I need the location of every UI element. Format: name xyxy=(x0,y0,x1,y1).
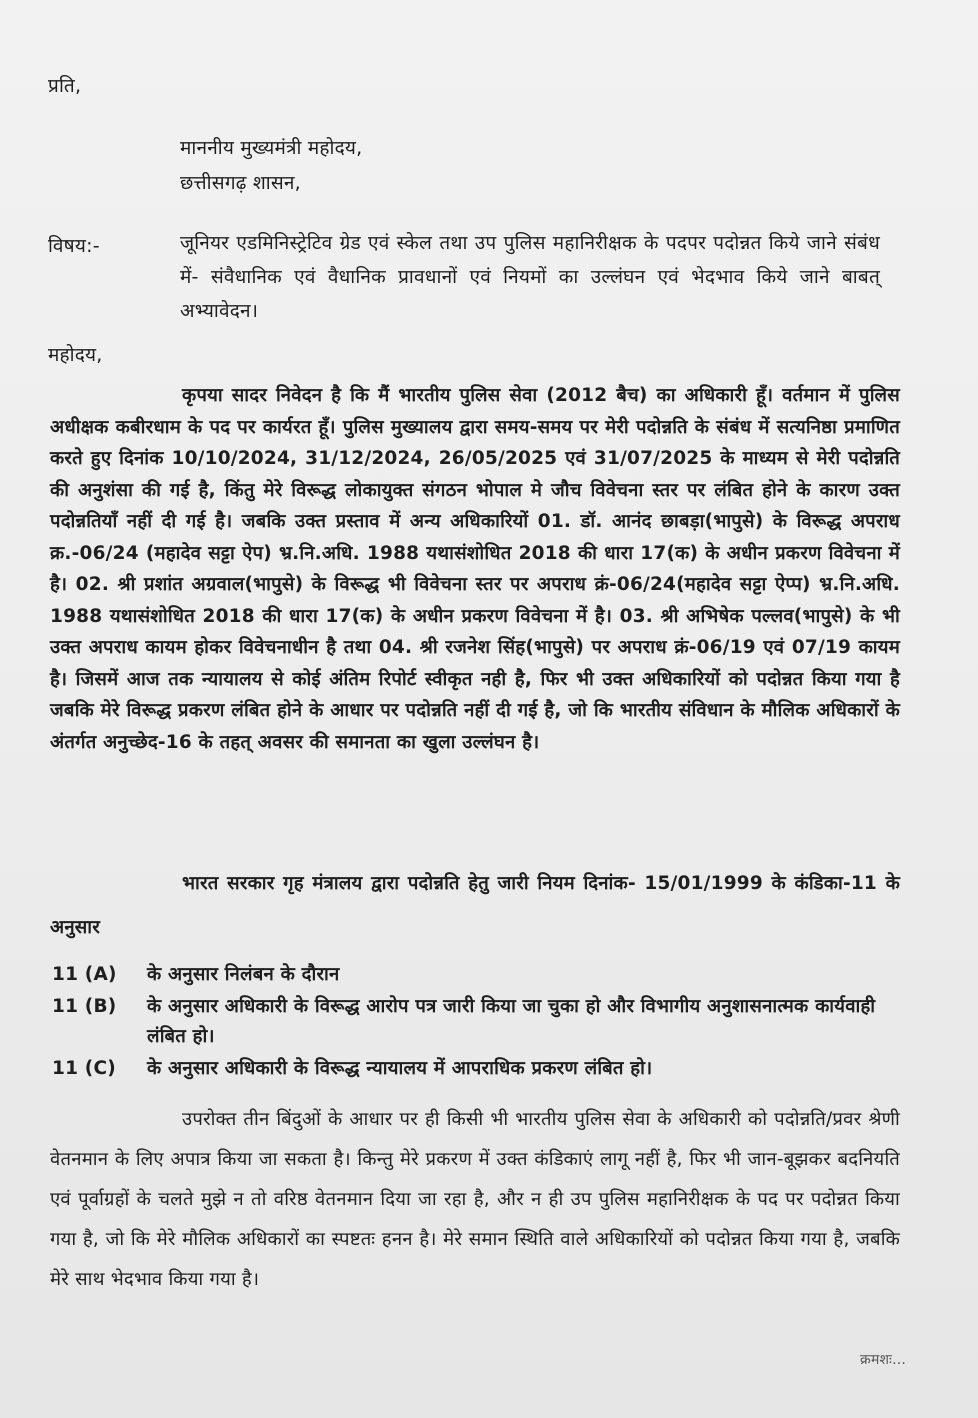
rule-code: 11 (A) xyxy=(52,964,117,985)
continued-marker: क्रमशः... xyxy=(860,1352,907,1368)
rule-code: 11 (C) xyxy=(52,1058,116,1079)
rules-list xyxy=(52,960,912,1086)
body-paragraph-2: भारत सरकार गृह मंत्रालय द्वारा पदोन्नति हेतु जारी नियम दिनांक- 15/01/1999 के कंडिका-11 के अनुसार xyxy=(50,873,900,938)
body-paragraph-1: कृपया सादर निवेदन है कि मैं भारतीय पुलिस सेवा (2012 बैच) का अधिकारी हूँ। वर्तमान में पुलिस अधीक्षक कबीरधाम के पद पर कार्यरत हूँ। पुलिस मुख्यालय द्वारा समय-समय पर मेरी पदोन्नति के संबंध में सत्यनिष्ठा प्रमाणित करते हुए दिनांक 10/10/2024, 31/12/2024, 26/05/2025 एवं 31/07/2025 के माध्यम से मेरी पदोन्नति की अनुशंसा की गई है, किंतु मेरे विरूद्ध लोकायुक्त संगठन भोपाल मे जौच विवेचना स्तर पर लंबित होने के कारण उक्त पदोन्नतियाँ नहीं दी गई है। जबकि उक्त प्रस्ताव में अन्य अधिकारियों 01. डॉ. आनंद छाबड़ा(भापुसे) के विरूद्ध अपराध क्र.-06/24 (महादेव सट्टा ऐप) भ्र.नि.अधि. 1988 यथासंशोधित 2018 की धारा 17(क) के अधीन प्रकरण विवेचना में है। 02. श्री प्रशांत अग्रवाल(भापुसे) के विरूद्ध भी विवेचना स्तर पर अपराध क्रं-06/24(महादेव सट्टा ऐप्प) भ्र.नि.अधि. 1988 यथासंशोधित 2018 की धारा 17(क) के अधीन प्रकरण विवेचना में है। 03. श्री अभिषेक पल्लव(भापुसे) के भी उक्त अपराध कायम होकर विवेचनाधीन है तथा 04. श्री रजनेश सिंह(भापुसे) पर अपराध क्रं-06/19 एवं 07/19 कायम है। जिसमें आज तक न्यायालय से कोई अंतिम रिपोर्ट स्वीकृत नही है, फिर भी उक्त अधिकारियों को पदोन्नत किया गया है जबकि मेरे विरूद्ध प्रकरण लंबित होने के आधार पर पदोन्नति नहीं दी गई है, जो कि भारतीय संविधान के मौलिक अधिकारों के अंतर्गत अनुच्छेद-16 के तहत् अवसर की समानता का खुला उल्लंघन है। xyxy=(50,385,900,753)
rule-item xyxy=(52,992,912,1052)
recipient-line-2: छत्तीसगढ़ शासन, xyxy=(180,172,301,194)
rule-item xyxy=(52,960,912,990)
rule-text: के अनुसार अधिकारी के विरूद्ध आरोप पत्र जारी किया जा चुका हो और विभागीय अनुशासनात्मक कार्यवाही लंबित हो। xyxy=(147,996,876,1047)
subject-label: विषय:- xyxy=(48,235,100,257)
greeting: महोदय, xyxy=(48,344,103,366)
rule-item xyxy=(52,1054,912,1084)
subject-text: जूनियर एडमिनिस्ट्रेटिव ग्रेड एवं स्केल तथा उप पुलिस महानिरीक्षक के पदपर पदोन्नत किये जाने संबंध में- संवैधानिक एवं वैधानिक प्रावधानों एवं नियमों का उल्लंघन एवं भेदभाव किये जाने बाबत् अभ्यावेदन। xyxy=(180,232,880,322)
rule-code: 11 (B) xyxy=(52,996,117,1017)
recipient-line-1: माननीय मुख्यमंत्री महोदय, xyxy=(180,137,363,159)
salutation: प्रति, xyxy=(48,75,82,97)
rule-text: के अनुसार निलंबन के दौरान xyxy=(147,964,340,985)
body-paragraph-3: उपरोक्त तीन बिंदुओं के आधार पर ही किसी भी भारतीय पुलिस सेवा के अधिकारी को पदोन्नति/प्रवर श्रेणी वेतनमान के लिए अपात्र किया जा सकता है। किन्तु मेरे प्रकरण में उक्त कंडिकाएं लागू नहीं है, फिर भी जान-बूझकर बदनियति एवं पूर्वाग्रहों के चलते मुझे न तो वरिष्ठ वेतनमान दिया जा रहा है, और न ही उप पुलिस महानिरीक्षक के पद पर पदोन्नत किया गया है, जो कि मेरे मौलिक अधिकारों का स्पष्टतः हनन है। मेरे समान स्थिति वाले अधिकारियों को पदोन्नत किया गया है, जबकि मेरे साथ भेदभाव किया गया है। xyxy=(50,1109,900,1290)
rule-text: के अनुसार अधिकारी के विरूद्ध न्यायालय में आपराधिक प्रकरण लंबित हो। xyxy=(147,1058,653,1079)
